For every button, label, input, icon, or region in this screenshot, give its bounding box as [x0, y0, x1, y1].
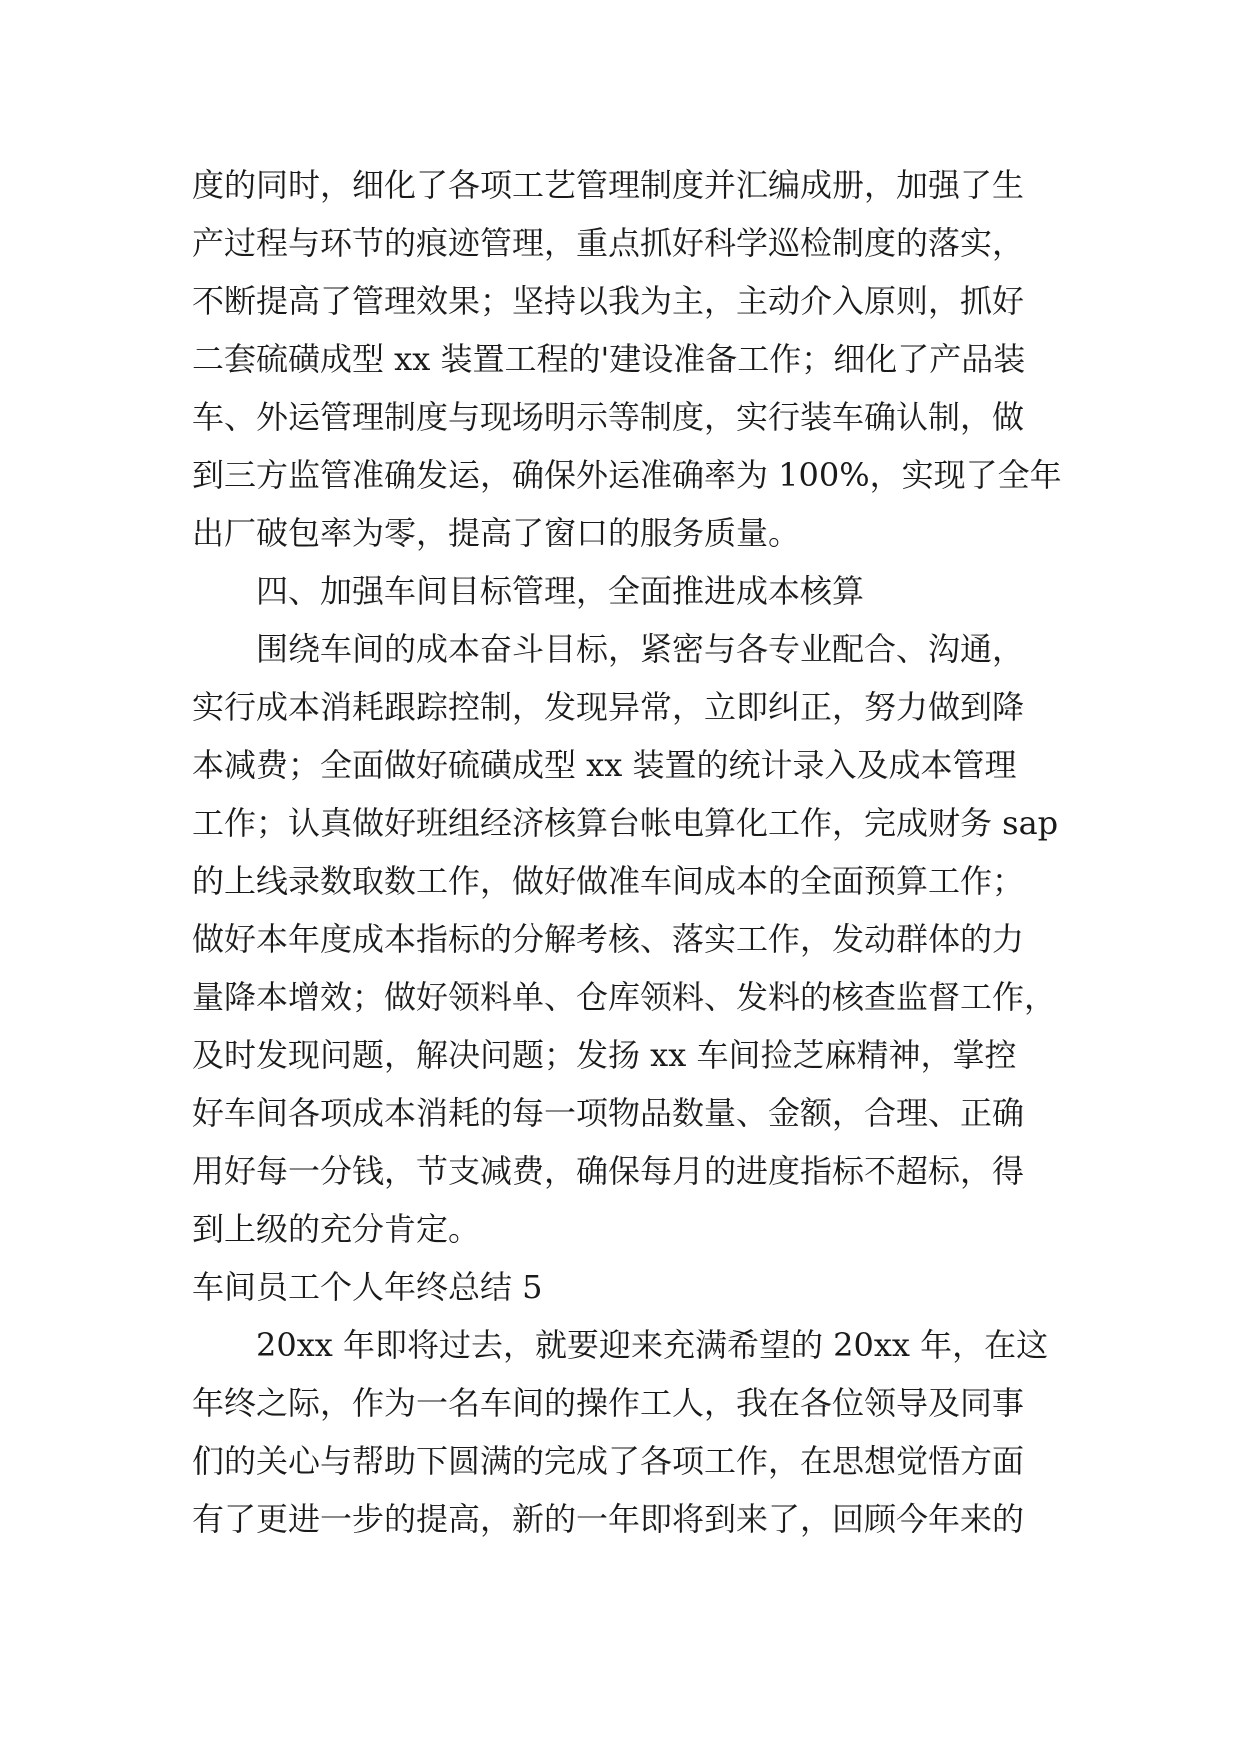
section-heading: 四、加强车间目标管理，全面推进成本核算	[256, 572, 865, 610]
paragraph-line: 有了更进一步的提高，新的一年即将到来了，回顾今年来的	[192, 1500, 1025, 1538]
paragraph-line: 实行成本消耗跟踪控制，发现异常，立即纠正，努力做到降	[192, 688, 1025, 726]
paragraph-line: 产过程与环节的痕迹管理，重点抓好科学巡检制度的落实，	[192, 224, 1025, 262]
paragraph-line: 不断提高了管理效果；坚持以我为主，主动介入原则，抓好	[192, 282, 1025, 320]
paragraph-line: 及时发现问题，解决问题；发扬 xx 车间捡芝麻精神，掌控	[192, 1036, 1017, 1074]
paragraph-line: 们的关心与帮助下圆满的完成了各项工作，在思想觉悟方面	[192, 1442, 1025, 1480]
paragraph-line: 好车间各项成本消耗的每一项物品数量、金额，合理、正确	[192, 1094, 1025, 1132]
paragraph-line: 用好每一分钱，节支减费，确保每月的进度指标不超标，得	[192, 1152, 1025, 1190]
paragraph-line: 的上线录数取数工作，做好做准车间成本的全面预算工作；	[192, 862, 1025, 900]
paragraph-line: 出厂破包率为零，提高了窗口的服务质量。	[192, 514, 801, 552]
paragraph-line: 年终之际，作为一名车间的操作工人，我在各位领导及同事	[192, 1384, 1025, 1422]
paragraph-line: 车、外运管理制度与现场明示等制度，实行装车确认制，做	[192, 398, 1025, 436]
paragraph-line: 工作；认真做好班组经济核算台帐电算化工作，完成财务 sap	[192, 804, 1059, 842]
paragraph-line: 围绕车间的成本奋斗目标，紧密与各专业配合、沟通，	[256, 630, 1025, 668]
paragraph-line: 到上级的充分肯定。	[192, 1210, 481, 1248]
paragraph-line: 量降本增效；做好领料单、仓库领料、发料的核查监督工作，	[192, 978, 1057, 1016]
document-title: 车间员工个人年终总结 5	[192, 1268, 543, 1306]
paragraph-line: 度的同时，细化了各项工艺管理制度并汇编成册，加强了生	[192, 166, 1025, 204]
paragraph-line: 二套硫磺成型 xx 装置工程的'建设准备工作；细化了产品装	[192, 340, 1026, 378]
paragraph-line: 做好本年度成本指标的分解考核、落实工作，发动群体的力	[192, 920, 1025, 958]
paragraph-line: 20xx 年即将过去，就要迎来充满希望的 20xx 年，在这	[256, 1326, 1049, 1364]
paragraph-line: 本减费；全面做好硫磺成型 xx 装置的统计录入及成本管理	[192, 746, 1017, 784]
paragraph-line: 到三方监管准确发运，确保外运准确率为 100%，实现了全年	[192, 456, 1062, 494]
